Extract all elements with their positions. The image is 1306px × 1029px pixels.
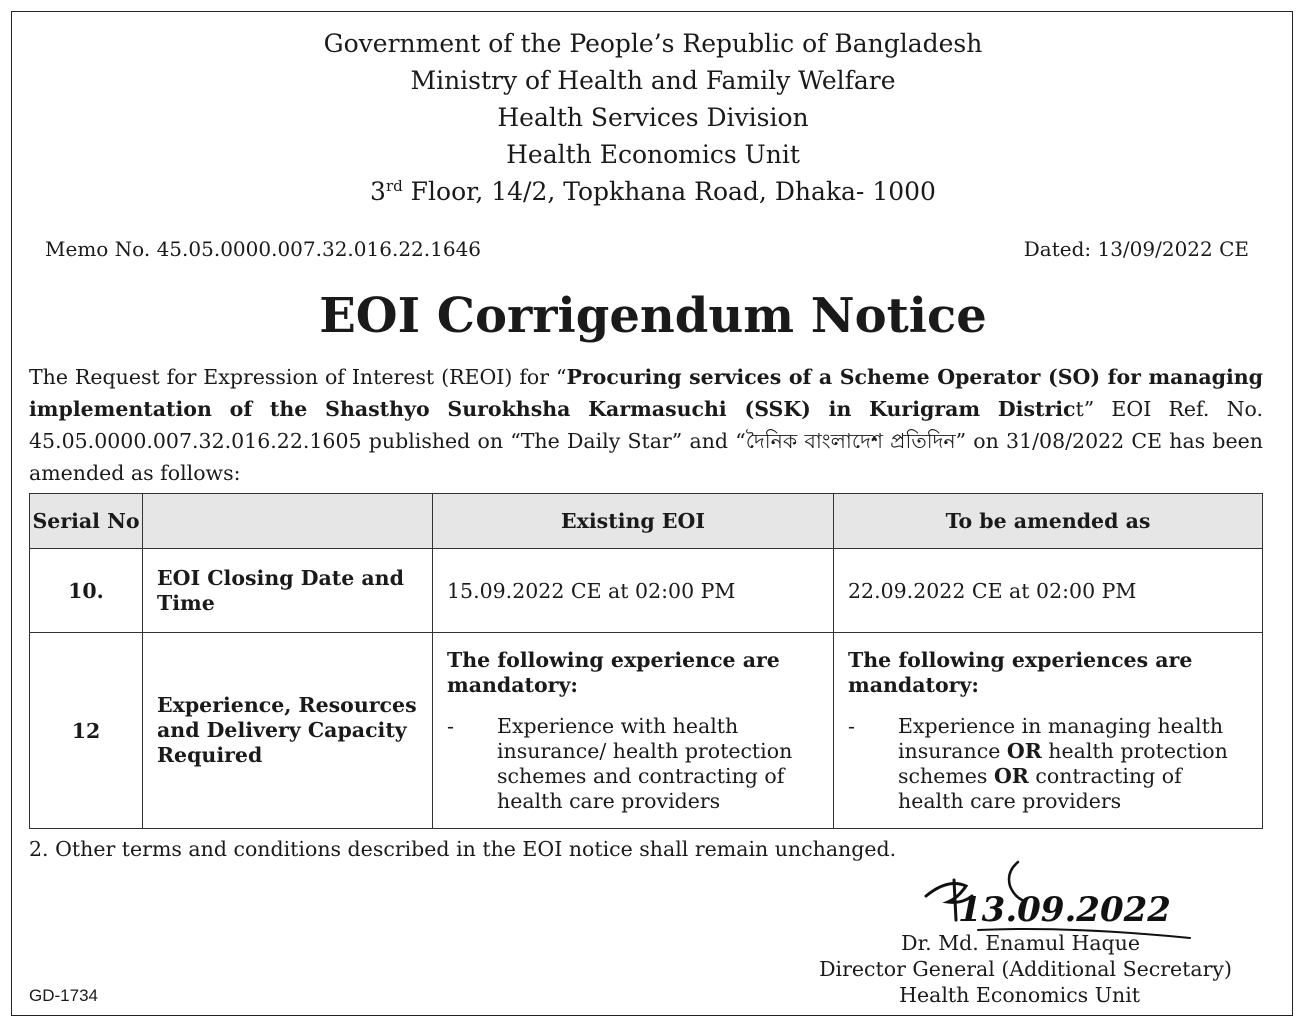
address-floor-number: 3 xyxy=(370,177,386,206)
signatory-unit: Health Economics Unit xyxy=(899,983,1140,1007)
amendment-table xyxy=(29,493,1263,829)
row2-existing-bullet xyxy=(447,714,819,814)
row2-serial: 12 xyxy=(30,633,143,829)
row2-amended-bullet xyxy=(848,714,1248,814)
header-existing: Existing EOI xyxy=(433,494,834,549)
amended-text-part-b: health protection schemes xyxy=(898,738,1228,788)
closing-note: 2. Other terms and conditions described in the EOI notice shall remain unchanged. xyxy=(29,837,897,861)
signatory-designation: Director General (Additional Secretary) xyxy=(819,957,1232,981)
amended-or-2: OR xyxy=(993,763,1029,788)
intro-subject-bold: Procuring services of a Scheme Operator (SO) for managing implementation of the Shasthyo Surokhsha Karmasuchi (SSK) in Kurigram Distric xyxy=(29,365,1263,421)
signatory-name: Dr. Md. Enamul Haque xyxy=(901,931,1140,955)
letterhead-ministry: Ministry of Health and Family Welfare xyxy=(410,66,896,95)
amended-or-1: OR xyxy=(1006,738,1042,763)
row1-serial: 10. xyxy=(30,549,143,633)
row2-existing-heading: The following experience are mandatory: xyxy=(447,647,780,697)
table-row xyxy=(30,549,1263,633)
letterhead-unit: Health Economics Unit xyxy=(506,140,800,169)
bullet-dash: - xyxy=(848,713,855,738)
letterhead-division: Health Services Division xyxy=(497,103,809,132)
signatory-block xyxy=(800,930,1232,1008)
row1-amended: 22.09.2022 CE at 02:00 PM xyxy=(834,549,1263,633)
address-floor-suffix: rd xyxy=(385,177,403,195)
header-amended: To be amended as xyxy=(834,494,1263,549)
header-serial: Serial No xyxy=(30,494,143,549)
intro-paragraph xyxy=(29,361,1263,489)
intro-text-start: The Request for Expression of Interest (REOI) for “ xyxy=(29,365,567,389)
row1-item: EOI Closing Date and Time xyxy=(143,549,433,633)
table-header-row xyxy=(30,494,1263,549)
amended-text-part-c: contracting of health care providers xyxy=(898,763,1182,813)
notice-title: EOI Corrigendum Notice xyxy=(319,288,987,344)
row2-amended-heading: The following experiences are mandatory: xyxy=(848,647,1193,697)
address-rest: Floor, 14/2, Topkhana Road, Dhaka- 1000 xyxy=(402,177,936,206)
bullet-dash: - xyxy=(447,713,454,738)
memo-number: Memo No. 45.05.0000.007.32.016.22.1646 xyxy=(45,237,482,261)
amended-text-part-a: Experience in managing health insurance xyxy=(898,713,1224,763)
header-item xyxy=(143,494,433,549)
table-row xyxy=(30,633,1263,829)
letterhead xyxy=(0,25,1306,210)
letterhead-address xyxy=(0,173,1306,210)
letterhead-government: Government of the People’s Republic of Bangladesh xyxy=(323,29,983,58)
row2-existing xyxy=(433,633,834,829)
row2-existing-bullet-text: Experience with health insurance/ health protection schemes and contracting of health care providers xyxy=(497,713,793,813)
row2-amended-bullet-text xyxy=(898,714,1248,814)
handwritten-date: 13.09.2022 xyxy=(958,890,1171,930)
intro-text-end: t” EOI Ref. No. 45.05.0000.007.32.016.22.1605 published on “The Daily Star” and “দৈনিক বাংলাদেশ প্রতিদিন” on 31/08/2022 CE has been amended as follows: xyxy=(29,397,1264,485)
row2-item: Experience, Resources and Delivery Capacity Required xyxy=(143,633,433,829)
row1-existing: 15.09.2022 CE at 02:00 PM xyxy=(433,549,834,633)
row2-amended xyxy=(834,633,1263,829)
date-line: Dated: 13/09/2022 CE xyxy=(1023,237,1249,261)
gd-number: GD-1734 xyxy=(29,986,98,1005)
